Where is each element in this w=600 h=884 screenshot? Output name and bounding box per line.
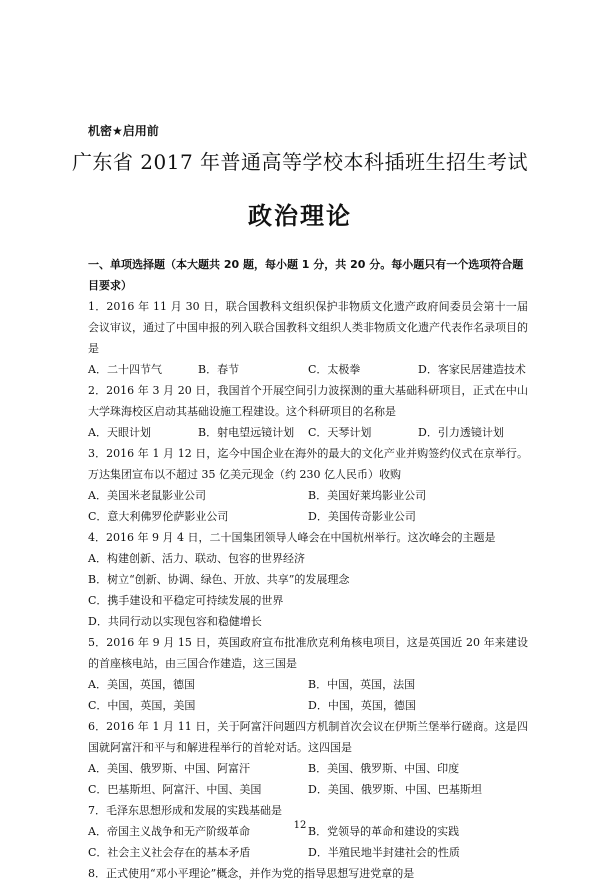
option-b: B．射电望远镜计划 bbox=[198, 426, 295, 439]
options-row bbox=[88, 758, 528, 779]
option-b: B．春节 bbox=[198, 363, 240, 376]
question-stem: 2．2016 年 3 月 20 日，我国首个开展空间引力波探测的重大基础科研项目，正式在中山大学珠海校区启动其基础设施工程建设。这个科研项目的名称是 bbox=[88, 384, 528, 418]
option-d: D．半殖民地半封建社会的性质 bbox=[308, 846, 460, 859]
option-b: B．美国、俄罗斯、中国、印度 bbox=[308, 762, 460, 775]
options-row bbox=[88, 506, 528, 527]
option-a: A．二十四节气 bbox=[88, 363, 162, 376]
question-stem: 5．2016 年 9 月 15 日，英国政府宣布批准欣克利角核电项目，这是英国近 20 年来建设的首座核电站，由三国合作建造，这三国是 bbox=[88, 636, 528, 670]
question-8 bbox=[88, 863, 528, 884]
options-row bbox=[88, 779, 528, 800]
page-number: 12 bbox=[293, 820, 307, 831]
options-row bbox=[88, 485, 528, 506]
question-stem: 8．正式使用“邓小平理论”概念，并作为党的指导思想写进党章的是 bbox=[88, 867, 415, 880]
option-b: B．树立“创新、协调、绿色、开放、共享”的发展理念 bbox=[88, 573, 350, 586]
option-c: C．意大利佛罗伦萨影业公司 bbox=[88, 510, 229, 523]
option-d: D．共同行动以实现包容和稳健增长 bbox=[88, 615, 262, 628]
option-a: A．天眼计划 bbox=[88, 426, 151, 439]
option-d: D．引力透镜计划 bbox=[418, 426, 504, 439]
options-row bbox=[88, 422, 528, 443]
options-row bbox=[88, 359, 528, 380]
options-row bbox=[88, 842, 528, 863]
option-d: D．美国传奇影业公司 bbox=[308, 510, 416, 523]
option-b: B．党领导的革命和建设的实践 bbox=[308, 825, 460, 838]
options-row bbox=[88, 674, 528, 695]
question-6 bbox=[88, 716, 528, 800]
question-stem: 7．毛泽东思想形成和发展的实践基础是 bbox=[88, 804, 282, 817]
option-c: C．中国，英国，美国 bbox=[88, 699, 196, 712]
option-c: C．巴基斯坦、阿富汗、中国、美国 bbox=[88, 783, 262, 796]
question-2 bbox=[88, 380, 528, 443]
question-section bbox=[88, 254, 528, 884]
option-c: C．太极拳 bbox=[308, 363, 361, 376]
option-d: D．美国、俄罗斯、中国、巴基斯坦 bbox=[308, 783, 482, 796]
question-stem: 3．2016 年 1 月 12 日，迄今中国企业在海外的最大的文化产业并购签约仪式在京举行。万达集团宣布以不超过 35 亿美元现金（约 230 亿人民币）收购 bbox=[88, 447, 528, 481]
question-stem: 4．2016 年 9 月 4 日，二十国集团领导人峰会在中国杭州举行。这次峰会的主题是 bbox=[88, 531, 496, 544]
question-stem: 1．2016 年 11 月 30 日，联合国教科文组织保护非物质文化遗产政府间委员会第十一届会议审议，通过了中国申报的列入联合国教科文组织人类非物质文化遗产代表作名录项目的是 bbox=[88, 300, 528, 355]
option-a: A．帝国主义战争和无产阶级革命 bbox=[88, 825, 250, 838]
option-a: A．构建创新、活力、联动、包容的世界经济 bbox=[88, 552, 305, 565]
option-b: B．中国，英国，法国 bbox=[308, 678, 416, 691]
option-d: D．客家民居建造技术 bbox=[418, 363, 526, 376]
question-5 bbox=[88, 632, 528, 716]
option-a: A．美国、俄罗斯、中国、阿富汗 bbox=[88, 762, 250, 775]
question-4 bbox=[88, 527, 528, 632]
subject-title: 政治理论 bbox=[248, 202, 352, 230]
option-c: C．社会主义社会存在的基本矛盾 bbox=[88, 846, 251, 859]
question-stem: 6．2016 年 1 月 11 日，关于阿富汗问题四方机制首次会议在伊斯兰堡举行磋商。这是四国就阿富汗和平与和解进程举行的首轮对话。这四国是 bbox=[88, 720, 528, 754]
question-3 bbox=[88, 443, 528, 527]
options-row bbox=[88, 695, 528, 716]
confidential-mark: 机密★启用前 bbox=[88, 124, 159, 138]
section-heading: 一、单项选择题（本大题共 20 题，每小题 1 分，共 20 分。每小题只有一个选项符合题目要求） bbox=[88, 258, 524, 292]
question-7 bbox=[88, 800, 528, 863]
exam-title: 广东省 2017 年普通高等学校本科插班生招生考试 bbox=[71, 150, 529, 174]
option-b: B．美国好莱坞影业公司 bbox=[308, 489, 427, 502]
option-c: C．天琴计划 bbox=[308, 426, 372, 439]
question-1 bbox=[88, 296, 528, 380]
option-a: A．美国，英国，德国 bbox=[88, 678, 195, 691]
option-d: D．中国，英国，德国 bbox=[308, 699, 416, 712]
option-a: A．美国米老鼠影业公司 bbox=[88, 489, 206, 502]
option-c: C．携手建设和平稳定可持续发展的世界 bbox=[88, 594, 284, 607]
